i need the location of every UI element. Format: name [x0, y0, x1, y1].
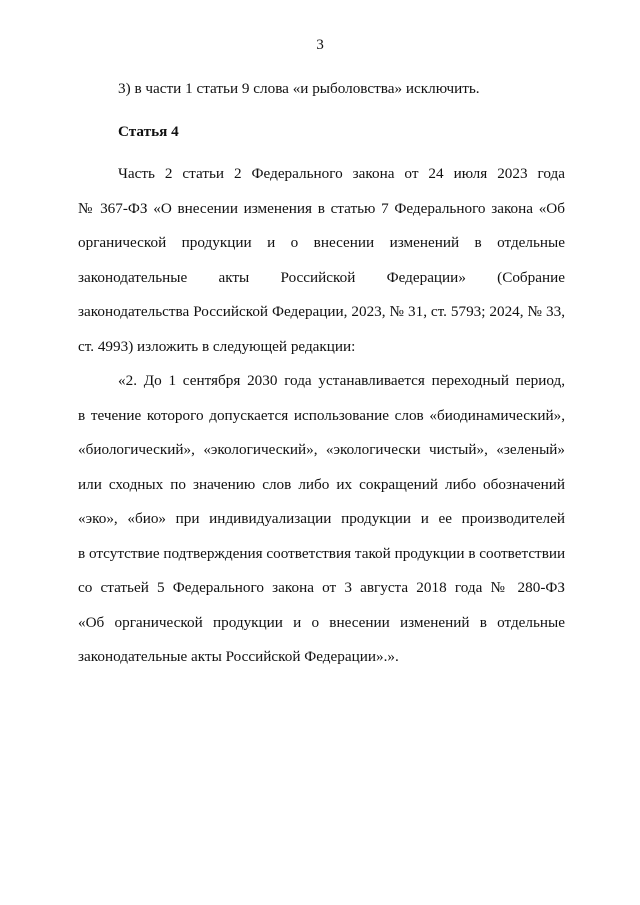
document-body: [78, 72, 565, 675]
paragraph-2-line: в течение которого допускается использование слов «биодинамический»,: [78, 406, 565, 424]
paragraph-2-line: законодательные акты Российской Федерации».».: [78, 648, 399, 665]
page-number: 3: [316, 36, 324, 53]
list-item-3: 3) в части 1 статьи 9 слова «и рыболовства» исключить.: [118, 80, 480, 97]
paragraph-2-line: или сходных по значению слов либо их сокращений либо обозначений: [78, 475, 565, 493]
paragraph-1-line: законодательства Российской Федерации, 2023, № 31, ст. 5793; 2024, № 33,: [78, 303, 565, 320]
paragraph-2-line: в отсутствие подтверждения соответствия такой продукции в соответствии: [78, 544, 566, 562]
paragraph-2-line: «2. До 1 сентября 2030 года устанавливается переходный период,: [118, 372, 565, 389]
paragraph-1: [78, 157, 565, 364]
paragraph-2-line: «Об органической продукции и о внесении изменений в отдельные: [78, 613, 565, 631]
paragraph-1-line: № 367-ФЗ «О внесении изменения в статью 7 Федерального закона «Об: [78, 199, 565, 217]
paragraph-1-line: ст. 4993) изложить в следующей редакции:: [78, 337, 356, 355]
paragraph-2-line: со статьей 5 Федерального закона от 3 августа 2018 года № 280-ФЗ: [78, 579, 565, 596]
paragraph-2: [78, 364, 565, 675]
paragraph-1-line: органической продукции и о внесении изменений в отдельные: [78, 234, 565, 251]
paragraph-2-line: «биологический», «экологический», «экологически чистый», «зеленый»: [78, 441, 565, 458]
paragraph-2-line: «эко», «био» при индивидуализации продукции и ее производителей: [78, 510, 565, 527]
article-heading: Статья 4: [118, 122, 179, 140]
paragraph-1-line: законодательные акты Российской Федерации» (Собрание: [78, 268, 565, 286]
paragraph-1-line: Часть 2 статьи 2 Федерального закона от 24 июля 2023 года: [118, 165, 565, 182]
